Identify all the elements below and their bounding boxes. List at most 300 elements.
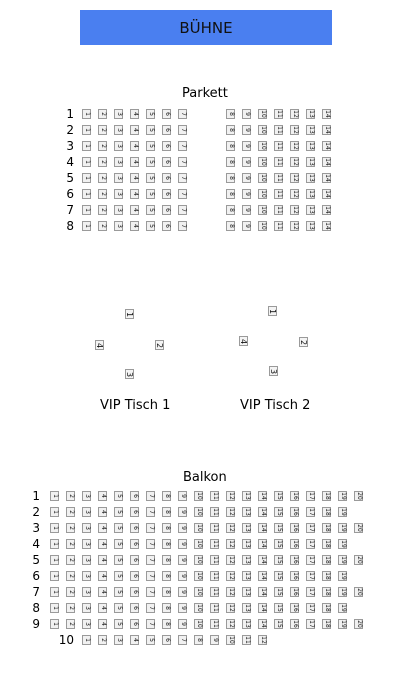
seat[interactable]	[322, 555, 331, 565]
seat[interactable]	[130, 571, 139, 581]
seat[interactable]	[146, 109, 155, 119]
seat[interactable]	[50, 603, 59, 613]
seat[interactable]	[114, 157, 123, 167]
seat[interactable]	[306, 555, 315, 565]
seat[interactable]	[146, 571, 155, 581]
seat[interactable]	[194, 571, 203, 581]
seat[interactable]	[274, 141, 283, 151]
seat[interactable]	[146, 125, 155, 135]
seat[interactable]	[194, 555, 203, 565]
seat[interactable]	[306, 571, 315, 581]
seat[interactable]	[130, 523, 139, 533]
seat[interactable]	[50, 571, 59, 581]
seat[interactable]	[98, 555, 107, 565]
seat[interactable]	[82, 141, 91, 151]
seat[interactable]	[290, 173, 299, 183]
seat[interactable]	[114, 221, 123, 231]
seat[interactable]	[322, 109, 331, 119]
seat[interactable]	[98, 189, 107, 199]
seat[interactable]	[322, 571, 331, 581]
seat[interactable]	[146, 619, 155, 629]
seat[interactable]	[82, 173, 91, 183]
seat[interactable]	[322, 619, 331, 629]
seat[interactable]	[194, 539, 203, 549]
seat[interactable]	[226, 157, 235, 167]
seat[interactable]	[354, 587, 363, 597]
seat[interactable]	[66, 619, 75, 629]
seat[interactable]	[98, 109, 107, 119]
seat[interactable]	[258, 539, 267, 549]
seat[interactable]	[242, 603, 251, 613]
seat[interactable]	[50, 523, 59, 533]
seat[interactable]	[114, 619, 123, 629]
seat[interactable]	[274, 189, 283, 199]
seat[interactable]	[274, 523, 283, 533]
seat[interactable]	[82, 189, 91, 199]
vip-seat[interactable]	[95, 340, 104, 350]
seat[interactable]	[194, 491, 203, 501]
seat[interactable]	[242, 619, 251, 629]
seat[interactable]	[258, 221, 267, 231]
seat[interactable]	[162, 555, 171, 565]
seat[interactable]	[242, 555, 251, 565]
seat[interactable]	[226, 555, 235, 565]
seat[interactable]	[114, 189, 123, 199]
seat[interactable]	[258, 173, 267, 183]
seat[interactable]	[242, 173, 251, 183]
seat[interactable]	[306, 125, 315, 135]
seat[interactable]	[242, 221, 251, 231]
seat[interactable]	[210, 555, 219, 565]
vip-seat[interactable]	[155, 340, 164, 350]
seat[interactable]	[162, 189, 171, 199]
vip-seat[interactable]	[299, 337, 308, 347]
seat[interactable]	[322, 221, 331, 231]
seat[interactable]	[82, 555, 91, 565]
seat[interactable]	[162, 619, 171, 629]
seat[interactable]	[194, 587, 203, 597]
seat[interactable]	[290, 619, 299, 629]
seat[interactable]	[258, 141, 267, 151]
seat[interactable]	[226, 109, 235, 119]
seat[interactable]	[82, 125, 91, 135]
seat[interactable]	[162, 635, 171, 645]
seat[interactable]	[258, 205, 267, 215]
seat[interactable]	[162, 491, 171, 501]
seat[interactable]	[194, 507, 203, 517]
seat[interactable]	[210, 523, 219, 533]
seat[interactable]	[274, 221, 283, 231]
vip-seat[interactable]	[269, 366, 278, 376]
seat[interactable]	[322, 189, 331, 199]
seat[interactable]	[290, 109, 299, 119]
seat[interactable]	[258, 555, 267, 565]
seat[interactable]	[82, 619, 91, 629]
seat[interactable]	[130, 157, 139, 167]
seat[interactable]	[226, 539, 235, 549]
seat[interactable]	[114, 603, 123, 613]
seat[interactable]	[258, 619, 267, 629]
seat[interactable]	[98, 635, 107, 645]
seat[interactable]	[66, 555, 75, 565]
seat[interactable]	[114, 491, 123, 501]
seat[interactable]	[306, 141, 315, 151]
seat[interactable]	[130, 189, 139, 199]
seat[interactable]	[290, 205, 299, 215]
seat[interactable]	[322, 539, 331, 549]
seat[interactable]	[98, 173, 107, 183]
seat[interactable]	[178, 157, 187, 167]
seat[interactable]	[114, 141, 123, 151]
seat[interactable]	[98, 157, 107, 167]
seat[interactable]	[66, 523, 75, 533]
seat[interactable]	[258, 491, 267, 501]
seat[interactable]	[290, 571, 299, 581]
seat[interactable]	[130, 173, 139, 183]
seat[interactable]	[162, 205, 171, 215]
seat[interactable]	[226, 491, 235, 501]
seat[interactable]	[226, 571, 235, 581]
seat[interactable]	[162, 539, 171, 549]
seat[interactable]	[82, 205, 91, 215]
seat[interactable]	[338, 555, 347, 565]
seat[interactable]	[146, 507, 155, 517]
seat[interactable]	[114, 571, 123, 581]
seat[interactable]	[274, 587, 283, 597]
seat[interactable]	[82, 635, 91, 645]
seat[interactable]	[82, 603, 91, 613]
seat[interactable]	[82, 157, 91, 167]
seat[interactable]	[290, 221, 299, 231]
seat[interactable]	[258, 189, 267, 199]
seat[interactable]	[146, 157, 155, 167]
seat[interactable]	[226, 141, 235, 151]
seat[interactable]	[306, 221, 315, 231]
seat[interactable]	[114, 523, 123, 533]
seat[interactable]	[226, 619, 235, 629]
seat[interactable]	[226, 173, 235, 183]
seat[interactable]	[290, 125, 299, 135]
seat[interactable]	[290, 491, 299, 501]
seat[interactable]	[210, 507, 219, 517]
vip-seat[interactable]	[125, 369, 134, 379]
seat[interactable]	[306, 587, 315, 597]
seat[interactable]	[258, 571, 267, 581]
seat[interactable]	[98, 125, 107, 135]
seat[interactable]	[274, 173, 283, 183]
seat[interactable]	[306, 157, 315, 167]
seat[interactable]	[354, 523, 363, 533]
seat[interactable]	[242, 523, 251, 533]
seat[interactable]	[210, 571, 219, 581]
seat[interactable]	[306, 507, 315, 517]
seat[interactable]	[290, 555, 299, 565]
seat[interactable]	[50, 507, 59, 517]
seat[interactable]	[50, 619, 59, 629]
seat[interactable]	[242, 189, 251, 199]
seat[interactable]	[178, 571, 187, 581]
seat[interactable]	[258, 603, 267, 613]
seat[interactable]	[226, 587, 235, 597]
seat[interactable]	[306, 539, 315, 549]
seat[interactable]	[130, 507, 139, 517]
seat[interactable]	[178, 523, 187, 533]
seat[interactable]	[322, 205, 331, 215]
seat[interactable]	[130, 491, 139, 501]
seat[interactable]	[82, 491, 91, 501]
seat[interactable]	[146, 523, 155, 533]
seat[interactable]	[258, 587, 267, 597]
seat[interactable]	[242, 125, 251, 135]
seat[interactable]	[322, 603, 331, 613]
seat[interactable]	[242, 571, 251, 581]
seat[interactable]	[306, 205, 315, 215]
seat[interactable]	[226, 507, 235, 517]
seat[interactable]	[98, 587, 107, 597]
seat[interactable]	[162, 157, 171, 167]
seat[interactable]	[306, 523, 315, 533]
seat[interactable]	[322, 125, 331, 135]
seat[interactable]	[226, 205, 235, 215]
seat[interactable]	[306, 109, 315, 119]
seat[interactable]	[114, 539, 123, 549]
seat[interactable]	[66, 507, 75, 517]
seat[interactable]	[178, 141, 187, 151]
seat[interactable]	[114, 205, 123, 215]
seat[interactable]	[146, 173, 155, 183]
seat[interactable]	[322, 523, 331, 533]
seat[interactable]	[146, 603, 155, 613]
seat[interactable]	[130, 603, 139, 613]
seat[interactable]	[98, 523, 107, 533]
seat[interactable]	[226, 125, 235, 135]
seat[interactable]	[162, 603, 171, 613]
seat[interactable]	[226, 189, 235, 199]
seat[interactable]	[226, 635, 235, 645]
seat[interactable]	[146, 635, 155, 645]
seat[interactable]	[274, 619, 283, 629]
seat[interactable]	[146, 539, 155, 549]
seat[interactable]	[242, 539, 251, 549]
seat[interactable]	[162, 587, 171, 597]
seat[interactable]	[306, 173, 315, 183]
seat[interactable]	[178, 587, 187, 597]
seat[interactable]	[290, 539, 299, 549]
seat[interactable]	[242, 109, 251, 119]
seat[interactable]	[258, 109, 267, 119]
seat[interactable]	[130, 587, 139, 597]
seat[interactable]	[194, 635, 203, 645]
seat[interactable]	[258, 125, 267, 135]
seat[interactable]	[178, 507, 187, 517]
seat[interactable]	[66, 587, 75, 597]
seat[interactable]	[306, 491, 315, 501]
seat[interactable]	[178, 205, 187, 215]
seat[interactable]	[338, 571, 347, 581]
seat[interactable]	[114, 635, 123, 645]
seat[interactable]	[290, 587, 299, 597]
seat[interactable]	[50, 539, 59, 549]
seat[interactable]	[274, 539, 283, 549]
seat[interactable]	[338, 587, 347, 597]
seat[interactable]	[162, 109, 171, 119]
seat[interactable]	[322, 491, 331, 501]
seat[interactable]	[274, 109, 283, 119]
seat[interactable]	[274, 571, 283, 581]
seat[interactable]	[178, 539, 187, 549]
seat[interactable]	[210, 619, 219, 629]
seat[interactable]	[50, 587, 59, 597]
seat[interactable]	[274, 491, 283, 501]
seat[interactable]	[162, 507, 171, 517]
seat[interactable]	[242, 205, 251, 215]
seat[interactable]	[130, 141, 139, 151]
seat[interactable]	[146, 205, 155, 215]
seat[interactable]	[210, 491, 219, 501]
seat[interactable]	[130, 221, 139, 231]
seat[interactable]	[130, 555, 139, 565]
seat[interactable]	[338, 491, 347, 501]
seat[interactable]	[258, 507, 267, 517]
seat[interactable]	[194, 603, 203, 613]
vip-seat[interactable]	[268, 306, 277, 316]
seat[interactable]	[162, 523, 171, 533]
seat[interactable]	[98, 539, 107, 549]
seat[interactable]	[274, 125, 283, 135]
seat[interactable]	[242, 635, 251, 645]
seat[interactable]	[162, 221, 171, 231]
seat[interactable]	[82, 539, 91, 549]
seat[interactable]	[98, 603, 107, 613]
seat[interactable]	[290, 507, 299, 517]
seat[interactable]	[178, 555, 187, 565]
seat[interactable]	[98, 507, 107, 517]
seat[interactable]	[322, 173, 331, 183]
seat[interactable]	[274, 603, 283, 613]
seat[interactable]	[242, 141, 251, 151]
seat[interactable]	[210, 539, 219, 549]
seat[interactable]	[50, 555, 59, 565]
seat[interactable]	[146, 491, 155, 501]
seat[interactable]	[98, 205, 107, 215]
seat[interactable]	[66, 491, 75, 501]
seat[interactable]	[162, 173, 171, 183]
seat[interactable]	[242, 587, 251, 597]
vip-seat[interactable]	[125, 309, 134, 319]
seat[interactable]	[210, 603, 219, 613]
seat[interactable]	[354, 619, 363, 629]
seat[interactable]	[178, 635, 187, 645]
seat[interactable]	[290, 189, 299, 199]
seat[interactable]	[194, 523, 203, 533]
seat[interactable]	[162, 125, 171, 135]
seat[interactable]	[178, 491, 187, 501]
seat[interactable]	[226, 221, 235, 231]
seat[interactable]	[322, 157, 331, 167]
seat[interactable]	[114, 109, 123, 119]
seat[interactable]	[306, 189, 315, 199]
seat[interactable]	[130, 125, 139, 135]
seat[interactable]	[146, 555, 155, 565]
seat[interactable]	[146, 587, 155, 597]
seat[interactable]	[82, 221, 91, 231]
seat[interactable]	[354, 491, 363, 501]
seat[interactable]	[114, 507, 123, 517]
seat[interactable]	[274, 157, 283, 167]
seat[interactable]	[338, 619, 347, 629]
seat[interactable]	[130, 109, 139, 119]
seat[interactable]	[82, 507, 91, 517]
vip-seat[interactable]	[239, 336, 248, 346]
seat[interactable]	[338, 523, 347, 533]
seat[interactable]	[178, 619, 187, 629]
seat[interactable]	[178, 125, 187, 135]
seat[interactable]	[98, 141, 107, 151]
seat[interactable]	[338, 539, 347, 549]
seat[interactable]	[98, 491, 107, 501]
seat[interactable]	[178, 109, 187, 119]
seat[interactable]	[98, 571, 107, 581]
seat[interactable]	[258, 635, 267, 645]
seat[interactable]	[50, 491, 59, 501]
seat[interactable]	[338, 507, 347, 517]
seat[interactable]	[130, 205, 139, 215]
seat[interactable]	[82, 571, 91, 581]
seat[interactable]	[322, 141, 331, 151]
seat[interactable]	[226, 523, 235, 533]
seat[interactable]	[210, 635, 219, 645]
seat[interactable]	[290, 141, 299, 151]
seat[interactable]	[114, 555, 123, 565]
seat[interactable]	[162, 141, 171, 151]
seat[interactable]	[66, 603, 75, 613]
seat[interactable]	[242, 491, 251, 501]
seat[interactable]	[82, 523, 91, 533]
seat[interactable]	[146, 141, 155, 151]
seat[interactable]	[130, 619, 139, 629]
seat[interactable]	[338, 603, 347, 613]
seat[interactable]	[210, 587, 219, 597]
seat[interactable]	[322, 587, 331, 597]
seat[interactable]	[114, 125, 123, 135]
seat[interactable]	[98, 619, 107, 629]
seat[interactable]	[274, 205, 283, 215]
seat[interactable]	[306, 603, 315, 613]
seat[interactable]	[258, 157, 267, 167]
seat[interactable]	[130, 635, 139, 645]
seat[interactable]	[178, 189, 187, 199]
seat[interactable]	[290, 603, 299, 613]
seat[interactable]	[258, 523, 267, 533]
seat[interactable]	[66, 539, 75, 549]
seat[interactable]	[242, 157, 251, 167]
seat[interactable]	[274, 555, 283, 565]
seat[interactable]	[98, 221, 107, 231]
seat[interactable]	[178, 221, 187, 231]
seat[interactable]	[82, 109, 91, 119]
seat[interactable]	[178, 603, 187, 613]
seat[interactable]	[130, 539, 139, 549]
seat[interactable]	[178, 173, 187, 183]
seat[interactable]	[226, 603, 235, 613]
seat[interactable]	[354, 555, 363, 565]
seat[interactable]	[242, 507, 251, 517]
seat[interactable]	[114, 587, 123, 597]
seat[interactable]	[306, 619, 315, 629]
seat[interactable]	[114, 173, 123, 183]
seat[interactable]	[146, 221, 155, 231]
seat[interactable]	[82, 587, 91, 597]
